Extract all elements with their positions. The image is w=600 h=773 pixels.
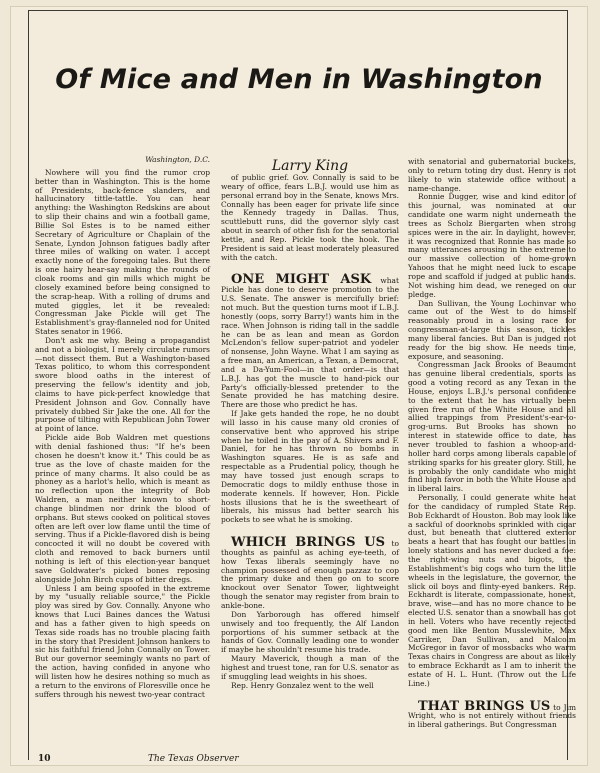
byline: Larry King bbox=[271, 158, 349, 174]
paragraph: Unless I am being spoofed in the extreme by my "usually reliable source," the Pickle ploy was sired by Gov. Connally. Anyone who knows that Luci Baines dances the Watusi and has a father given to high speeds on Texas side roads has no trouble placing faith in the story that President Johnson hankers to sic his faithful friend John Connally on Tower. But our governor seemingly wants no part of the action, having confided in anyone who will listen how he desires nothing so much as a return to the environs of Floresville once he suffers through his newest two-year contract bbox=[35, 583, 210, 699]
paragraph: Personally, I could generate white heat for the candidacy of rumpled State Rep. Bob Eckhardt of Houston. Bob may look like a sackful of doorknobs sprinkled with cigar dust, but beneath that cluttered exterior beats a heart that has fought our battles in lonely stations and has never ducked a foe: the right-wing nuts and bigots, the Establishment's big cogs who turn the little wheels in the legislature, the governor, the slick oil boys and flinty-eyed bankers. Rep. Eckhardt is literate, compassionate, honest, brave, wise—and has no more chance to be elected U.S. senator than a snowball has got in hell. Voters who have recently rejected good men like Benton Musslewhite, Max Carriker, Dan Sullivan, and Malcolm McGregor in favor of mossbacks who warm Texas chairs in Congress are about as likely to embrace Eckhardt as I am to inherit the estate of H. L. Hunt. (Throw out the Life Line.) bbox=[408, 493, 576, 688]
paragraph: Dan Sullivan, the Young Lochinvar who came out of the West to do himself reasonably proud in a losing race for congressman-at-large this season, tickles many liberal fancies. But Dan is judged not ready for the big show. He needs time, exposure, and seasoning. bbox=[408, 298, 576, 361]
lead-in: ONE MIGHT ASK bbox=[231, 272, 372, 288]
lead-in: WHICH BRINGS US bbox=[231, 535, 385, 551]
section-paragraph bbox=[221, 535, 399, 611]
paragraph: Rep. Henry Gonzalez went to the well bbox=[231, 680, 374, 690]
paragraph: Ronnie Dugger, wise and kind editor of this journal, was nominated at our candidate one warm night underneath the trees as Scholz Biergarten when strong spices were in the air. In daylight, however, it was recognized that Ronnie has made so many utterances arousing in the extreme to our massive collection of home-grown Yahoos that he might need luck to escape rope and scaffold if judged at public hands. Not wishing him dead, we reneged on our pledge. bbox=[408, 192, 576, 299]
dateline: Washington, D.C. bbox=[145, 155, 210, 164]
page-number: 10 bbox=[38, 754, 51, 764]
paragraph-text: to thoughts as painful as aching eye-teeth, of how Texas liberals seemingly have no champion possessed of enough pazzaz to cop the primary duke and then go on to score knockout over Senator Tower, lightweight though the senator may register from brain to ankle-bone. bbox=[221, 539, 399, 610]
paragraph: If Jake gets handed the rope, he no doubt will lasso in his cause many old cronies of conservative bent who approved his stripe when he toiled in the pay of A. Shivers and F. Daniel, for he has thrown no bombs in Washington squares. He is as safe and respectable as a Prudential policy, though he may have tossed just enough scraps to Democratic dogs to mildly enthuse those in moderate kennels. If however, Hon. Pickle hosts illusions that he is the sweetheart of liberals, his missus had better search his pockets to see what he is smoking. bbox=[221, 409, 399, 525]
section-paragraph bbox=[221, 272, 399, 410]
paragraph: Pickle aide Bob Waldren met questions with denial fashioned thus: "If he's been chosen he doesn't know it." This could be as true as the love of chaste maiden for the prince of many charms. It also could be as phoney as a harlot's hello, which is meant as no reflection upon the integrity of Bob Waldren, a man neither known to short-change blindmen nor drink the blood of orphans. But stews cooked on political stoves often are left over low flame until the time of serving. Thus if a Pickle-flavored dish is being concocted it will no doubt be covered with cloth and removed to back burners until nothing is left of this election-year banquet save Goldwater's picked bones reposing alongside John Birch cups of bitter dregs. bbox=[35, 433, 210, 584]
column-1 bbox=[35, 156, 210, 699]
page-footer bbox=[38, 754, 552, 764]
headline: Of Mice and Men in Washington bbox=[55, 64, 543, 95]
column-2 bbox=[221, 158, 399, 690]
paragraph: of public grief. Gov. Connally is said to be weary of office, fears L.B.J. would use him as personal errand boy in the Senate, knows Mrs. Connally has been eager for private life since the Kennedy tragedy in Dallas. Thus, scuttlebutt runs, did the governor slyly cast about in search of other fish for the senatorial kettle, and Rep. Pickle took the hook. The President is said at least moderately pleasured with the catch. bbox=[221, 173, 399, 262]
paragraph: Don't ask me why. Being a propagandist and not a biologist, I merely circulate rumors—not dissect them. But a Washington-based Texas politico, to whom this correspondent swore blood oaths in the interest of preserving the fellow's identity and job, claims to have pick-perfect knowledge that President Johnson and Gov. Connally have privately dubbed Sir Jake the one. All for the purpose of tilting with Republican John Tower at point of lance. bbox=[35, 335, 210, 434]
paragraph: Nowhere will you find the rumor crop better than in Washington. This is the home of Presidents, back-fence slanders, and hallucinatory tittle-tattle. You can hear anything: the Washington Redskins are about to slip their chains and win a football game, Billie Sol Estes is to be named either Secretary of Agriculture or Chaplain of the Senate, Lyndon Johnson fatigues badly after three miles of walking on water. I accept exactly none of the foregoing tales. But there is one hairy hear-say making the rounds of cloak rooms and gin mills which might be closely examined before being consigned to the scrap-heap. With a rolling of drums and muted giggles, let it be revealed: Congressman Jake Pickle will get The Establishment's gray-flanneled nod for United States senator in 1966. bbox=[35, 167, 210, 337]
column-3 bbox=[408, 158, 576, 730]
paragraph-text: to Jim Wright, who is not entirely without friends in liberal gatherings. But Congressman bbox=[408, 702, 577, 730]
paragraph: Don Yarborough has offered himself unwisely and too frequently, the Alf Landon porportions of his summer setback at the hands of Gov. Connally leading one to wonder if maybe he shouldn't resume his trade. bbox=[221, 609, 399, 655]
publication-name: The Texas Observer bbox=[148, 754, 239, 764]
paragraph: Maury Maverick, though a man of the highest and truest tone, ran for U.S. senator as if smuggling lead weights in his shoes. bbox=[221, 654, 399, 681]
paragraph: Congressman Jack Brooks of Beaumont has genuine liberal credentials, sports as good a voting record as any Texan in the House, enjoys L.B.J.'s personal confidence to the extent that he has virtually been given free run of the White House and all allied trappings from President's-ear-to-grog-urns. But Brooks has shown no interest in statewide office to date, has never troubled to fashion a whoop-and-holler hard corps among liberals capable of striking sparks for his greater glory. Still, he is probably the only candidate who might find high favor in both the White House and in liberal lairs. bbox=[408, 360, 577, 494]
paragraph-text: what Pickle has done to deserve promotion to the U.S. Senate. The answer is mercifully brief: not much. But the question turns moot if L.B.J. honestly (oops, sorry Barry!) wants him in the race. When Johnson is riding tall in the saddle he can be as lean and mean as Gordon McLendon's fellow super-patriot and yodeler of nonsense, John Wayne. What I am saying as a free man, an American, a Texan, a Democrat, and a Da-Yum-Fool—in that order—is that L.B.J. has got the muscle to hand-pick our Party's officially-blessed pretender to the Senate provided he has matching desire. There are those who predict he has. bbox=[221, 276, 399, 410]
section-paragraph bbox=[408, 698, 577, 731]
lead-in: THAT BRINGS US bbox=[418, 698, 551, 714]
magazine-page bbox=[10, 6, 588, 766]
paragraph: with senatorial and gubernatorial buckets, only to return toting dry dust. Henry is not likely to win statewide office without a name-change. bbox=[408, 157, 576, 193]
